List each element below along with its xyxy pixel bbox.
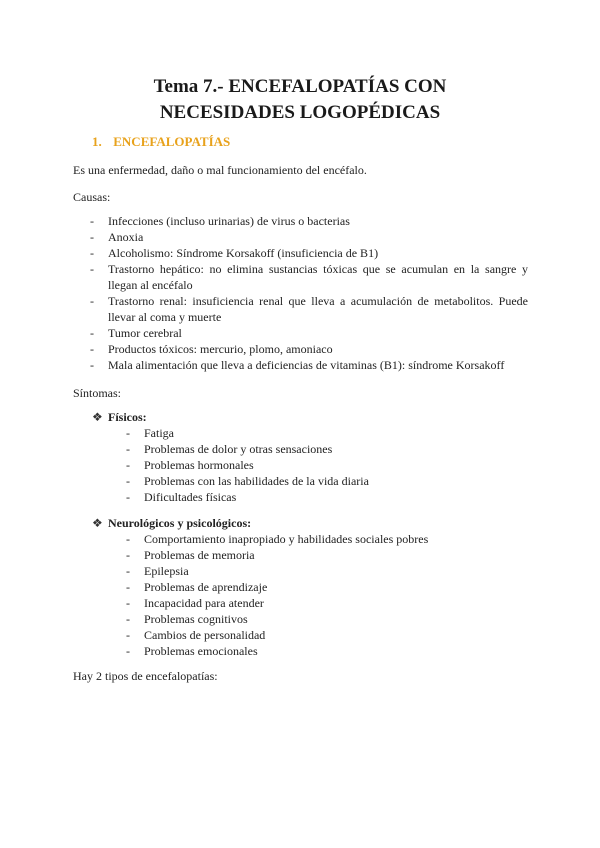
- causes-label: Causas:: [73, 190, 111, 204]
- list-item: [126, 595, 524, 611]
- list-item-text: Mala alimentación que lleva a deficiencias de vitaminas (B1): síndrome Korsakoff: [108, 358, 505, 372]
- section-heading: [92, 134, 230, 150]
- physical-subheading: [92, 409, 147, 425]
- list-item: [90, 213, 528, 229]
- list-item-text: Trastorno hepático: no elimina sustancias tóxicas que se acumulan en la sangre y llegan al encéfalo: [108, 262, 528, 292]
- dash-bullet: -: [126, 442, 130, 456]
- list-item-text: Anoxia: [108, 230, 144, 244]
- dash-bullet: -: [90, 358, 94, 372]
- section-title: ENCEFALOPATÍAS: [113, 134, 231, 149]
- dash-bullet: -: [90, 342, 94, 356]
- list-item-text: Problemas hormonales: [144, 458, 254, 472]
- list-item-text: Problemas de memoria: [144, 548, 255, 562]
- list-item: [126, 457, 524, 473]
- list-item: [126, 489, 524, 505]
- list-item: [90, 341, 528, 357]
- dash-bullet: -: [90, 262, 94, 276]
- list-item: [126, 563, 524, 579]
- diamond-bullet-icon: ❖: [92, 516, 103, 530]
- list-item: [90, 261, 528, 293]
- title-line-2: NECESIDADES LOGOPÉDICAS: [159, 102, 441, 123]
- dash-bullet: -: [126, 474, 130, 488]
- dash-bullet: -: [126, 532, 130, 546]
- list-item: [126, 643, 524, 659]
- dash-bullet: -: [126, 580, 130, 594]
- diamond-bullet-icon: ❖: [92, 410, 103, 424]
- list-item-text: Epilepsia: [144, 564, 189, 578]
- list-item: [90, 357, 528, 373]
- list-item-text: Incapacidad para atender: [144, 596, 264, 610]
- list-item: [90, 293, 528, 325]
- dash-bullet: -: [126, 596, 130, 610]
- list-item-text: Problemas emocionales: [144, 644, 258, 658]
- list-item-text: Problemas de aprendizaje: [144, 580, 268, 594]
- list-item-text: Fatiga: [144, 426, 174, 440]
- list-item: [126, 579, 524, 595]
- list-item: [126, 441, 524, 457]
- dash-bullet: -: [126, 628, 130, 642]
- physical-label: Físicos:: [108, 410, 147, 424]
- neuro-label: Neurológicos y psicológicos:: [108, 516, 252, 530]
- dash-bullet: -: [126, 548, 130, 562]
- list-item: [126, 473, 524, 489]
- dash-bullet: -: [90, 246, 94, 260]
- list-item-text: Cambios de personalidad: [144, 628, 266, 642]
- section-number: 1.: [92, 134, 102, 149]
- list-item-text: Problemas con las habilidades de la vida diaria: [144, 474, 369, 488]
- dash-bullet: -: [126, 612, 130, 626]
- dash-bullet: -: [126, 490, 130, 504]
- list-item: [90, 325, 528, 341]
- list-item: [126, 425, 524, 441]
- list-item-text: Productos tóxicos: mercurio, plomo, amoniaco: [108, 342, 333, 356]
- list-item-text: Tumor cerebral: [108, 326, 182, 340]
- page-title: [0, 74, 600, 126]
- list-item-text: Problemas cognitivos: [144, 612, 248, 626]
- list-item: [126, 611, 524, 627]
- dash-bullet: -: [126, 458, 130, 472]
- list-item-text: Dificultades físicas: [144, 490, 237, 504]
- title-line-1: Tema 7.- ENCEFALOPATÍAS CON: [153, 76, 447, 97]
- list-item: [126, 627, 524, 643]
- definition-paragraph: Es una enfermedad, daño o mal funcionamiento del encéfalo.: [73, 163, 367, 177]
- dash-bullet: -: [90, 214, 94, 228]
- causes-list: [90, 213, 528, 373]
- list-item: [90, 245, 528, 261]
- list-item-text: Infecciones (incluso urinarias) de virus o bacterias: [108, 214, 350, 228]
- dash-bullet: -: [90, 294, 94, 308]
- dash-bullet: -: [126, 564, 130, 578]
- list-item-text: Problemas de dolor y otras sensaciones: [144, 442, 333, 456]
- symptoms-label: Síntomas:: [73, 386, 122, 400]
- list-item-text: Comportamiento inapropiado y habilidades sociales pobres: [144, 532, 429, 546]
- dash-bullet: -: [126, 644, 130, 658]
- dash-bullet: -: [90, 326, 94, 340]
- physical-symptoms-list: [126, 425, 524, 505]
- dash-bullet: -: [126, 426, 130, 440]
- list-item-text: Alcoholismo: Síndrome Korsakoff (insuficiencia de B1): [108, 246, 379, 260]
- list-item: [126, 547, 524, 563]
- list-item: [90, 229, 528, 245]
- list-item: [126, 531, 524, 547]
- neuro-subheading: [92, 515, 251, 531]
- neuro-symptoms-list: [126, 531, 524, 659]
- dash-bullet: -: [90, 230, 94, 244]
- types-paragraph: Hay 2 tipos de encefalopatías:: [73, 669, 218, 683]
- list-item-text: Trastorno renal: insuficiencia renal que lleva a acumulación de metabolitos. Puede llevar al coma y muerte: [108, 294, 528, 324]
